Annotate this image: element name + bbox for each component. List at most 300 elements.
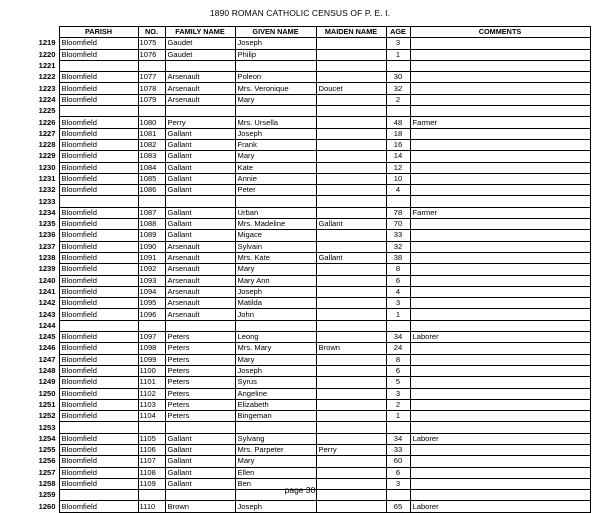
table-row [31,422,590,433]
number-cell: 1085 [138,173,165,184]
number-cell: 1080 [138,117,165,128]
maiden-name-cell [316,60,386,71]
number-cell: 1109 [138,478,165,489]
comments-cell [410,230,590,241]
given-name-cell: Mrs. Parpeter [235,444,316,455]
age-cell: 4 [386,185,410,196]
comments-header: COMMENTS [410,27,590,38]
row-number: 1235 [38,219,56,229]
maiden-name-cell [316,117,386,128]
age-cell: 33 [386,444,410,455]
maiden-name-cell [316,298,386,309]
given-name-cell: Mrs. Ursella [235,117,316,128]
family-name-cell: Gallant [165,456,235,467]
family-name-cell: Peters [165,399,235,410]
age-cell: 70 [386,219,410,230]
maiden-name-cell [316,456,386,467]
given-name-cell: Sylvain [235,241,316,252]
table-row [31,252,590,263]
row-number: 1258 [38,479,56,489]
age-cell: 8 [386,264,410,275]
table-row [31,94,590,105]
parish-cell: Bloomfield [59,83,138,94]
age-cell: 3 [386,38,410,49]
parish-cell [59,196,138,207]
age-cell: 10 [386,173,410,184]
age-cell [386,422,410,433]
comments-cell [410,411,590,422]
family-name-cell: Arsenault [165,264,235,275]
row-number: 1251 [38,399,56,409]
given-name-cell: Urban [235,207,316,218]
row-number: 1225 [38,106,56,116]
parish-cell: Bloomfield [59,139,138,150]
comments-cell [410,286,590,297]
given-name-cell: Matilda [235,298,316,309]
family-name-cell: Gallant [165,433,235,444]
family-name-cell: Gallant [165,444,235,455]
family-name-header: FAMILY NAME [165,27,235,38]
maiden-name-cell [316,241,386,252]
row-number: 1234 [38,207,56,217]
given-name-header: GIVEN NAME [235,27,316,38]
family-name-cell: Arsenault [165,309,235,320]
given-name-cell: Joseph [235,286,316,297]
number-cell: 1088 [138,219,165,230]
row-number: 1255 [38,445,56,455]
family-name-cell: Peters [165,343,235,354]
number-cell: 1087 [138,207,165,218]
parish-cell: Bloomfield [59,72,138,83]
age-cell [386,106,410,117]
row-number: 1242 [38,298,56,308]
table-row [31,309,590,320]
parish-cell: Bloomfield [59,388,138,399]
row-number: 1259 [38,490,56,500]
table-row [31,139,590,150]
row-number: 1244 [38,320,56,330]
row-number: 1232 [38,185,56,195]
family-name-cell: Peters [165,388,235,399]
age-cell: 18 [386,128,410,139]
comments-cell [410,298,590,309]
given-name-cell [235,60,316,71]
table-row [31,354,590,365]
number-cell: 1090 [138,241,165,252]
comments-cell [410,343,590,354]
comments-cell [410,320,590,331]
family-name-cell [165,422,235,433]
maiden-name-cell [316,94,386,105]
parish-cell: Bloomfield [59,411,138,422]
parish-cell: Bloomfield [59,151,138,162]
family-name-cell: Gallant [165,185,235,196]
row-number: 1254 [38,433,56,443]
table-row [31,162,590,173]
comments-cell [410,365,590,376]
age-cell: 33 [386,230,410,241]
age-cell: 3 [386,388,410,399]
maiden-name-cell [316,128,386,139]
row-number: 1221 [38,61,56,71]
given-name-cell: Frank [235,139,316,150]
family-name-cell: Perry [165,117,235,128]
table-row [31,196,590,207]
family-name-cell: Peters [165,411,235,422]
maiden-name-cell [316,411,386,422]
maiden-name-cell [316,264,386,275]
number-cell: 1083 [138,151,165,162]
family-name-cell: Gallant [165,219,235,230]
row-number: 1243 [38,309,56,319]
comments-cell [410,241,590,252]
given-name-cell: Poleon [235,72,316,83]
family-name-cell: Peters [165,332,235,343]
given-name-cell: John [235,309,316,320]
comments-cell [410,72,590,83]
row-number: 1227 [38,128,56,138]
comments-cell [410,219,590,230]
age-cell [386,196,410,207]
parish-cell: Bloomfield [59,298,138,309]
row-number: 1240 [38,275,56,285]
family-name-cell: Arsenault [165,275,235,286]
maiden-name-cell [316,286,386,297]
age-cell: 2 [386,399,410,410]
given-name-cell: Mrs. Kate [235,252,316,263]
parish-cell: Bloomfield [59,38,138,49]
given-name-cell: Ellen [235,467,316,478]
maiden-name-cell [316,309,386,320]
given-name-cell: Leong [235,332,316,343]
row-number: 1245 [38,332,56,342]
age-cell: 2 [386,94,410,105]
table-row [31,332,590,343]
age-cell: 38 [386,252,410,263]
parish-header: PARISH [59,27,138,38]
parish-cell: Bloomfield [59,264,138,275]
family-name-cell: Arsenault [165,72,235,83]
given-name-cell: Joseph [235,128,316,139]
row-number: 1248 [38,366,56,376]
comments-cell [410,60,590,71]
row-number: 1224 [38,94,56,104]
parish-cell: Bloomfield [59,230,138,241]
table-row [31,173,590,184]
age-cell: 32 [386,241,410,252]
family-name-cell: Gallant [165,230,235,241]
parish-cell: Bloomfield [59,444,138,455]
family-name-cell: Gaudet [165,49,235,60]
number-cell: 1089 [138,230,165,241]
maiden-name-cell [316,151,386,162]
maiden-name-cell [316,377,386,388]
table-row [31,49,590,60]
parish-cell: Bloomfield [59,467,138,478]
age-cell: 65 [386,501,410,512]
comments-cell [410,83,590,94]
maiden-name-cell [316,433,386,444]
table-row [31,365,590,376]
number-cell: 1078 [138,83,165,94]
parish-cell: Bloomfield [59,399,138,410]
number-cell: 1096 [138,309,165,320]
number-cell: 1082 [138,139,165,150]
table-row [31,467,590,478]
number-cell [138,106,165,117]
parish-cell: Bloomfield [59,117,138,128]
age-cell: 6 [386,365,410,376]
page-title: 1890 ROMAN CATHOLIC CENSUS OF P. E. I. [209,8,391,18]
comments-cell [410,388,590,399]
age-cell: 34 [386,332,410,343]
maiden-name-cell: Gallant [316,219,386,230]
family-name-cell: Gallant [165,207,235,218]
comments-cell: Laborer [410,433,590,444]
table-row [31,286,590,297]
age-header: AGE [386,27,410,38]
row-number: 1228 [38,140,56,150]
age-cell: 3 [386,478,410,489]
given-name-cell [235,320,316,331]
number-cell: 1086 [138,185,165,196]
given-name-cell: Philip [235,49,316,60]
no-header: NO. [138,27,165,38]
age-cell [386,320,410,331]
parish-cell: Bloomfield [59,241,138,252]
maiden-name-cell [316,173,386,184]
row-number: 1249 [38,377,56,387]
table-row [31,399,590,410]
number-cell [138,320,165,331]
table-row [31,230,590,241]
number-cell: 1100 [138,365,165,376]
row-number: 1260 [38,501,56,511]
family-name-cell: Peters [165,365,235,376]
age-cell: 48 [386,117,410,128]
number-cell: 1091 [138,252,165,263]
parish-cell: Bloomfield [59,94,138,105]
given-name-cell: Peter [235,185,316,196]
table-row [31,298,590,309]
table-row [31,151,590,162]
given-name-cell: Annie [235,173,316,184]
row-number: 1230 [38,162,56,172]
row-number: 1237 [38,241,56,251]
parish-cell: Bloomfield [59,207,138,218]
maiden-name-cell: Gallant [316,252,386,263]
number-cell: 1101 [138,377,165,388]
row-number: 1239 [38,264,56,274]
given-name-cell [235,196,316,207]
number-cell [138,196,165,207]
number-cell: 1095 [138,298,165,309]
comments-cell [410,162,590,173]
age-cell: 24 [386,343,410,354]
age-cell: 12 [386,162,410,173]
age-cell: 78 [386,207,410,218]
maiden-name-header: MAIDEN NAME [316,27,386,38]
parish-cell: Bloomfield [59,456,138,467]
parish-cell: Bloomfield [59,286,138,297]
parish-cell: Bloomfield [59,501,138,512]
parish-cell: Bloomfield [59,365,138,376]
given-name-cell: Bingeman [235,411,316,422]
number-cell: 1104 [138,411,165,422]
table-row [31,207,590,218]
given-name-cell: Mary [235,354,316,365]
comments-cell [410,128,590,139]
row-number: 1231 [38,174,56,183]
comments-cell [410,264,590,275]
comments-cell [410,94,590,105]
parish-cell: Bloomfield [59,128,138,139]
comments-cell [410,49,590,60]
age-cell: 6 [386,467,410,478]
comments-cell [410,467,590,478]
table-row [31,377,590,388]
comments-cell [410,309,590,320]
maiden-name-cell: Doucet [316,83,386,94]
age-cell: 8 [386,354,410,365]
age-cell: 4 [386,286,410,297]
comments-cell [410,185,590,196]
table-row [31,343,590,354]
family-name-cell: Gallant [165,173,235,184]
given-name-cell: Mrs. Veronique [235,83,316,94]
parish-cell: Bloomfield [59,343,138,354]
parish-cell: Bloomfield [59,49,138,60]
number-cell: 1098 [138,343,165,354]
comments-cell [410,106,590,117]
number-cell: 1108 [138,467,165,478]
number-cell: 1077 [138,72,165,83]
maiden-name-cell [316,207,386,218]
family-name-cell: Peters [165,354,235,365]
maiden-name-cell [316,185,386,196]
given-name-cell [235,106,316,117]
table-row [31,106,590,117]
given-name-cell: Joseph [235,365,316,376]
parish-cell: Bloomfield [59,478,138,489]
given-name-cell: Mrs. Mary [235,343,316,354]
maiden-name-cell [316,162,386,173]
row-number: 1241 [38,286,56,296]
comments-cell [410,354,590,365]
given-name-cell: Mary [235,94,316,105]
given-name-cell: Mary [235,151,316,162]
maiden-name-cell [316,49,386,60]
maiden-name-cell [316,467,386,478]
row-number: 1229 [38,151,56,161]
number-cell: 1093 [138,275,165,286]
table-row [31,83,590,94]
comments-cell [410,456,590,467]
table-row [31,72,590,83]
table-row [31,185,590,196]
family-name-cell: Arsenault [165,252,235,263]
family-name-cell: Gallant [165,162,235,173]
family-name-cell: Peters [165,377,235,388]
table-row [31,444,590,455]
number-cell [138,422,165,433]
row-number: 1256 [38,456,56,466]
number-cell: 1106 [138,444,165,455]
row-number: 1238 [38,253,56,263]
maiden-name-cell: Brown [316,343,386,354]
family-name-cell: Gallant [165,467,235,478]
row-number: 1220 [38,49,56,59]
maiden-name-cell [316,320,386,331]
parish-cell: Bloomfield [59,332,138,343]
table-row [31,320,590,331]
given-name-cell: Migace [235,230,316,241]
age-cell: 6 [386,275,410,286]
age-cell: 5 [386,377,410,388]
table-row [31,219,590,230]
census-table-body [31,38,590,512]
comments-cell [410,38,590,49]
parish-cell [59,320,138,331]
given-name-cell: Ben [235,478,316,489]
number-cell: 1099 [138,354,165,365]
number-cell [138,60,165,71]
comments-cell: Laborer [410,332,590,343]
family-name-cell: Gallant [165,478,235,489]
number-cell: 1097 [138,332,165,343]
parish-cell: Bloomfield [59,309,138,320]
parish-cell: Bloomfield [59,275,138,286]
age-cell: 60 [386,456,410,467]
comments-cell [410,173,590,184]
comments-cell [410,151,590,162]
given-name-cell: Elizabeth [235,399,316,410]
census-table [31,26,591,513]
family-name-cell [165,106,235,117]
maiden-name-cell [316,275,386,286]
maiden-name-cell [316,399,386,410]
comments-cell [410,139,590,150]
family-name-cell: Gallant [165,139,235,150]
comments-cell: Laborer [410,501,590,512]
number-cell: 1092 [138,264,165,275]
row-number: 1222 [38,72,56,82]
maiden-name-cell [316,354,386,365]
maiden-name-cell [316,106,386,117]
family-name-cell [165,196,235,207]
maiden-name-cell [316,388,386,399]
maiden-name-cell: Perry [316,444,386,455]
given-name-cell: Angeline [235,388,316,399]
number-cell: 1107 [138,456,165,467]
number-cell: 1105 [138,433,165,444]
number-cell: 1076 [138,49,165,60]
row-number: 1226 [38,117,56,127]
given-name-cell: Mary [235,456,316,467]
family-name-cell: Arsenault [165,298,235,309]
number-cell: 1102 [138,388,165,399]
age-cell: 16 [386,139,410,150]
number-cell: 1079 [138,94,165,105]
comments-cell [410,196,590,207]
comments-cell [410,275,590,286]
row-number: 1233 [38,196,56,206]
family-name-cell: Gallant [165,128,235,139]
age-cell: 14 [386,151,410,162]
row-number: 1219 [38,38,56,48]
family-name-cell: Arsenault [165,83,235,94]
maiden-name-cell [316,38,386,49]
